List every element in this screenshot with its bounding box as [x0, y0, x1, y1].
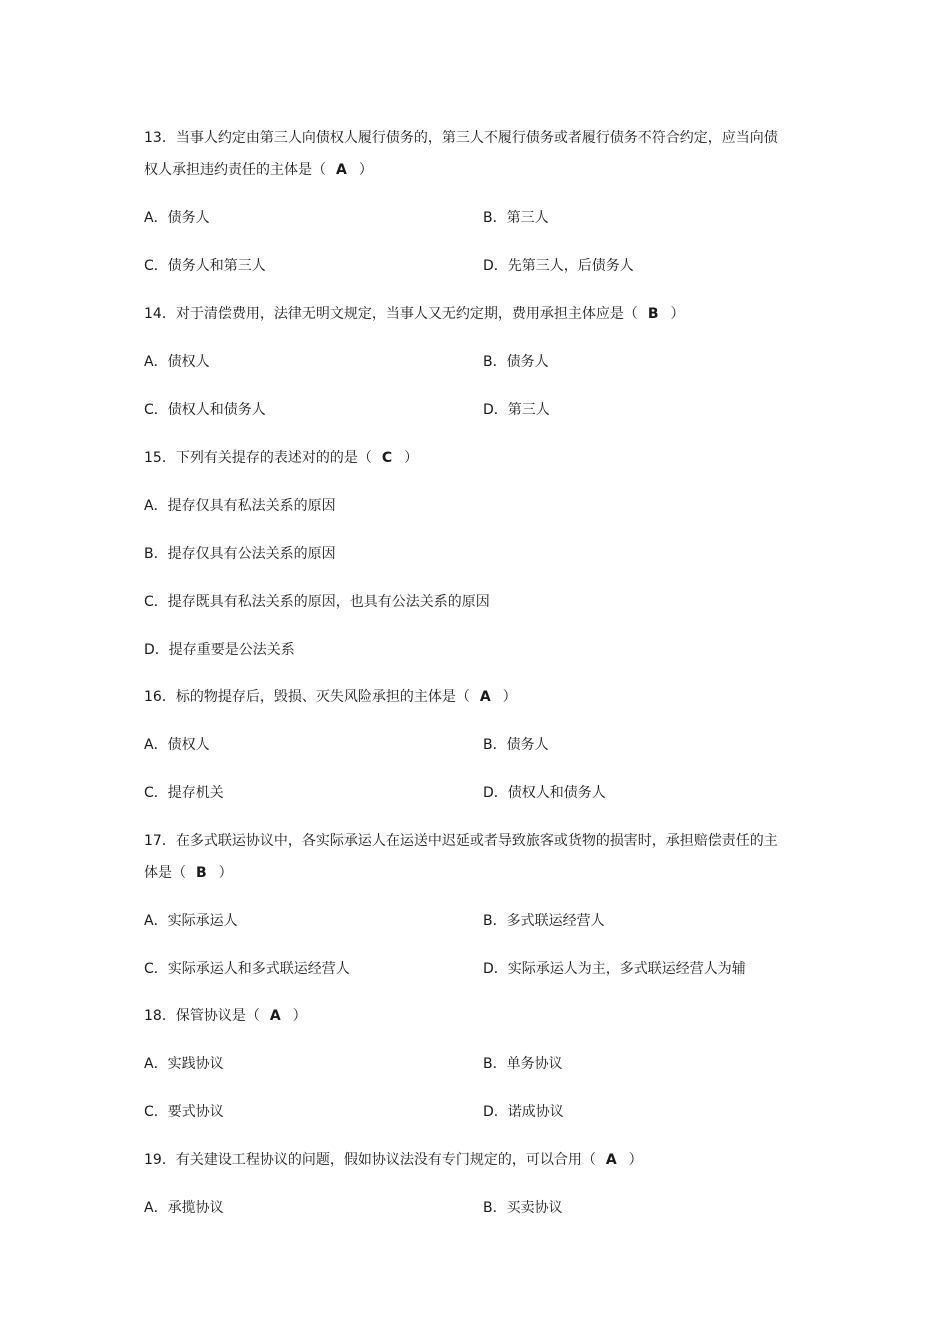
- question-17-answer: B: [196, 865, 207, 881]
- question-15-answer: C: [381, 450, 393, 466]
- question-13-answer: A: [336, 162, 347, 178]
- question-18-option-a: A．实践协议: [144, 1056, 224, 1072]
- question-16-stem: [144, 687, 517, 707]
- question-13-option-d: D．先第三人，后债务人: [483, 258, 634, 274]
- question-19-option-b: B．买卖协议: [483, 1200, 563, 1216]
- question-13-stem-text: 权人承担违约责任的主体是（: [144, 162, 326, 178]
- question-18-close-paren: ）: [292, 1008, 307, 1024]
- question-16-close-paren: ）: [502, 689, 517, 705]
- question-17-option-d: D．实际承运人为主，多式联运经营人为辅: [483, 961, 746, 977]
- question-17-option-b: B．多式联运经营人: [483, 913, 605, 929]
- question-16-answer: A: [479, 689, 491, 705]
- question-18-answer: A: [269, 1008, 281, 1024]
- question-18-stem: [144, 1006, 307, 1026]
- question-14-option-c: C．债权人和债务人: [144, 402, 266, 418]
- question-14-close-paren: ）: [670, 306, 685, 322]
- question-14-answer: B: [647, 306, 659, 322]
- question-15-option-a: A．提存仅具有私法关系的原因: [144, 498, 336, 514]
- question-19-stem: [144, 1150, 643, 1170]
- question-15-stem-text: 15．下列有关提存的表述对的的是（: [144, 450, 372, 466]
- question-13-close-paren: ）: [358, 162, 373, 178]
- question-18-option-c: C．要式协议: [144, 1104, 224, 1120]
- question-13-option-b: B．第三人: [483, 210, 549, 226]
- question-17-close-paren: ）: [218, 865, 233, 881]
- question-14-stem-text: 14．对于清偿费用，法律无明文规定，当事人又无约定期，费用承担主体应是（: [144, 306, 638, 322]
- question-19-stem-text: 19．有关建设工程协议的问题，假如协议法没有专门规定的，可以合用（: [144, 1152, 596, 1168]
- question-16-option-c: C．提存机关: [144, 785, 224, 801]
- question-17-option-a: A．实际承运人: [144, 913, 238, 929]
- question-16-option-d: D．债权人和债务人: [483, 785, 606, 801]
- question-18-stem-text: 18．保管协议是（: [144, 1008, 260, 1024]
- question-18-option-d: D．诺成协议: [483, 1104, 564, 1120]
- question-19-option-a: A．承揽协议: [144, 1200, 224, 1216]
- question-14-option-d: D．第三人: [483, 402, 550, 418]
- question-17-option-c: C．实际承运人和多式联运经营人: [144, 961, 350, 977]
- question-16-stem-text: 16．标的物提存后，毁损、灭失风险承担的主体是（: [144, 689, 470, 705]
- question-16-option-b: B．债务人: [483, 737, 549, 753]
- question-15-option-c: C．提存既具有私法关系的原因，也具有公法关系的原因: [144, 594, 490, 610]
- question-17-stem-line1: 17．在多式联运协议中，各实际承运人在运送中迟延或者导致旅客或货物的损害时，承担赔偿责任的主: [144, 833, 778, 849]
- question-15-stem: [144, 448, 418, 468]
- question-13-option-a: A．债务人: [144, 210, 210, 226]
- question-19-close-paren: ）: [628, 1152, 643, 1168]
- question-17-stem-line2: [144, 863, 233, 883]
- question-18-option-b: B．单务协议: [483, 1056, 563, 1072]
- question-19-answer: A: [605, 1152, 617, 1168]
- question-13-stem-line1: 13．当事人约定由第三人向债权人履行债务的，第三人不履行债务或者履行债务不符合约定，应当向债: [144, 130, 778, 146]
- question-14-stem: [144, 304, 684, 324]
- question-14-option-b: B．债务人: [483, 354, 549, 370]
- question-16-option-a: A．债权人: [144, 737, 210, 753]
- question-15-close-paren: ）: [404, 450, 419, 466]
- question-13-option-c: C．债务人和第三人: [144, 258, 266, 274]
- question-15-option-d: D．提存重要是公法关系: [144, 642, 295, 658]
- question-17-stem-text: 体是（: [144, 865, 186, 881]
- question-15-option-b: B．提存仅具有公法关系的原因: [144, 546, 336, 562]
- question-13-stem-line2: [144, 160, 373, 180]
- question-14-option-a: A．债权人: [144, 354, 210, 370]
